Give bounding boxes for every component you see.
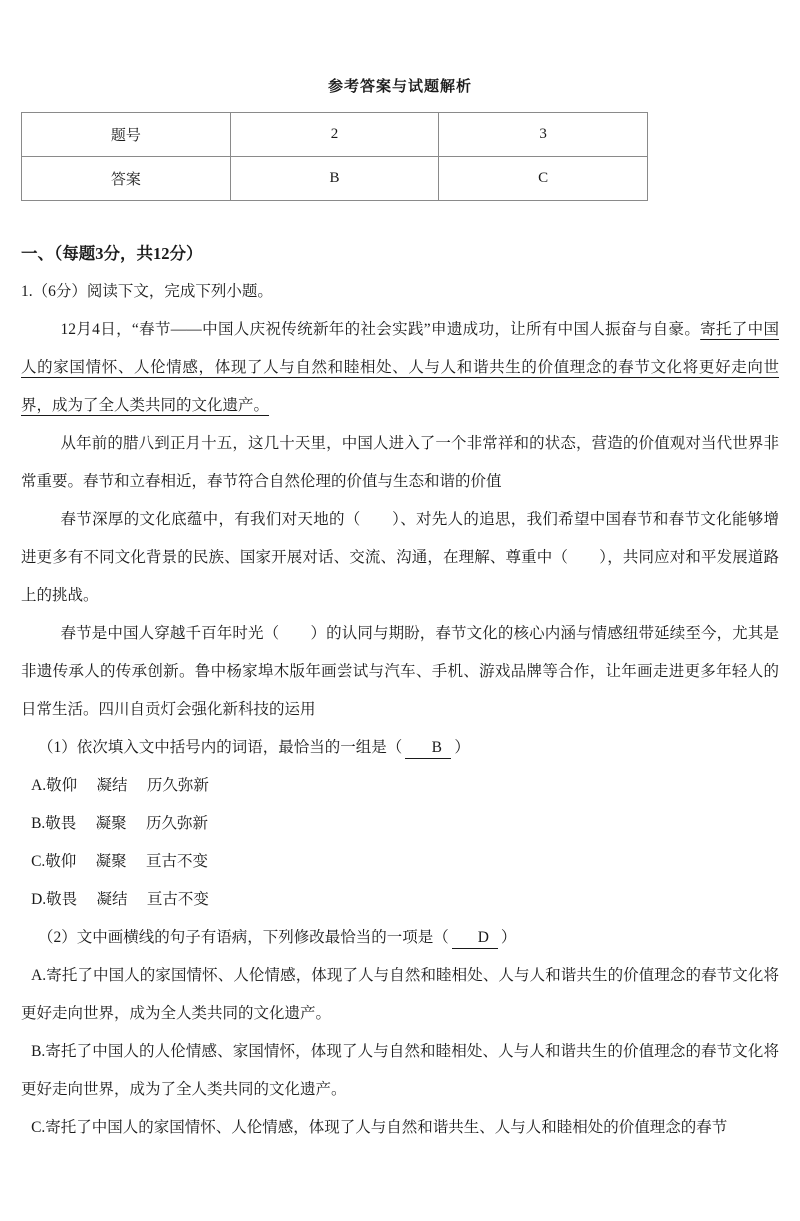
q2-option-b: B.寄托了中国人的人伦情感、家国情怀，体现了人与自然和睦相处、人与人和谐共生的价值理念的春节文化将更好走向世界，成为了全人类共同的文化遗产。 — [21, 1043, 779, 1098]
question-1-stem — [21, 729, 779, 767]
q2-option-a: A.寄托了中国人的家国情怀、人伦情感，体现了人与自然和睦相处、人与人和谐共生的价值理念的春节文化将更好走向世界，成为全人类共同的文化遗产。 — [21, 967, 779, 1022]
q1-option-c: C.敬仰 凝聚 亘古不变 — [31, 853, 209, 870]
question-number-cell: 2 — [230, 113, 439, 157]
passage-paragraph-4: 春节是中国人穿越千百年时光（ ）的认同与期盼，春节文化的核心内涵与情感纽带延续至今，尤其是非遗传承人的传承创新。鲁中杨家埠木版年画尝试与汽车、手机、游戏品牌等合作，让年画走进更多年轻人的日常生活。四川自贡灯会强化新科技的运用 — [21, 625, 779, 718]
table-row-question-numbers — [22, 113, 648, 157]
answer-cell: B — [230, 157, 439, 201]
answer-table — [21, 112, 648, 201]
row-label-cell: 题号 — [22, 113, 231, 157]
answer-blank-q2: D — [452, 928, 498, 949]
table-row-answers — [22, 157, 648, 201]
passage-paragraph-3: 春节深厚的文化底蕴中，有我们对天地的（ ）、对先人的追思，我们希望中国春节和春节文化能够增进更多有不同文化背景的民族、国家开展对话、交流、沟通，在理解、尊重中（ ），共同应对和平发展道路上的挑战。 — [21, 511, 779, 604]
passage-paragraph-1 — [21, 311, 779, 425]
q1-option-a: A.敬仰 凝结 历久弥新 — [31, 777, 209, 794]
q1-option-b: B.敬畏 凝聚 历久弥新 — [31, 815, 209, 832]
answer-cell: C — [439, 157, 648, 201]
underlined-sentence: 寄托了中国人的家国情怀、人伦情感，体现了人与自然和睦相处、人与人和谐共生的价值理念的春节文化将更好走向世界，成为了全人类共同的文化遗产。 — [21, 321, 779, 414]
stem-text: （1）依次填入文中括号内的词语，最恰当的一组是（ — [38, 739, 403, 756]
document-title: 参考答案与试题解析 — [327, 79, 472, 95]
question-intro: 1.（6分）阅读下文，完成下列小题。 — [21, 283, 273, 300]
row-label-cell: 答案 — [22, 157, 231, 201]
stem-text: ） — [454, 739, 470, 756]
paragraph-text: 12月4日，“春节——中国人庆祝传统新年的社会实践”申遗成功，让所有中国人振奋与自豪。 — [60, 321, 701, 338]
section-heading: 一、（每题3分，共12分） — [21, 244, 203, 263]
q1-option-d: D.敬畏 凝结 亘古不变 — [31, 891, 209, 908]
answer-blank-q1: B — [405, 738, 451, 759]
question-2-stem — [21, 919, 779, 957]
stem-text: （2）文中画横线的句子有语病，下列修改最恰当的一项是（ — [38, 929, 449, 946]
stem-text: ） — [500, 929, 517, 946]
passage-paragraph-2: 从年前的腊八到正月十五，这几十天里，中国人进入了一个非常祥和的状态，营造的价值观对当代世界非常重要。春节和立春相近，春节符合自然伦理的价值与生态和谐的价值 — [21, 435, 779, 490]
q2-option-c: C.寄托了中国人的家国情怀、人伦情感，体现了人与自然和谐共生、人与人和睦相处的价值理念的春节 — [31, 1119, 728, 1136]
question-number-cell: 3 — [439, 113, 648, 157]
